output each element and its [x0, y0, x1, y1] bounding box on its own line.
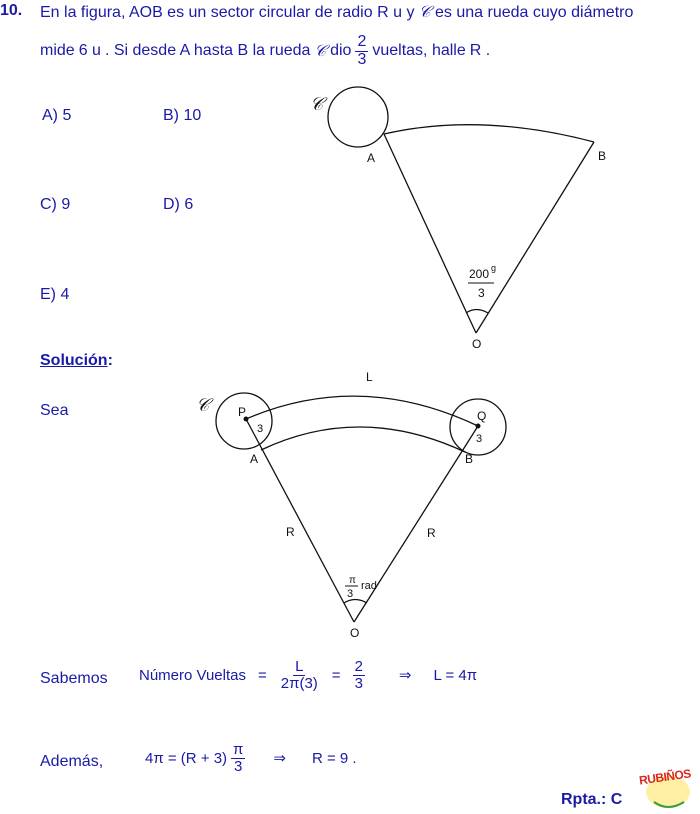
angle-arc: [466, 310, 488, 314]
problem-text: mide: [40, 42, 75, 60]
ratio-fraction: [353, 659, 365, 692]
point-Q-label: Q: [477, 409, 487, 423]
logo-text: RUBIÑOS: [638, 766, 692, 788]
radius-3-right: 3: [476, 433, 483, 445]
point-A-label: A: [367, 151, 376, 165]
sector-figure-1: [300, 82, 630, 352]
radius-symbol: R .: [469, 42, 491, 60]
point-B-label: B: [465, 452, 474, 466]
option-a: A) 5: [42, 107, 72, 124]
problem-text: . Si desde A hasta B la rueda: [104, 42, 311, 60]
fraction-numerator: π: [233, 741, 244, 758]
diameter-value: 6 u: [78, 42, 101, 60]
equation-1-result: L = 4π: [433, 666, 478, 684]
sea-label: Sea: [40, 402, 69, 419]
turns-name: Número Vueltas: [139, 666, 246, 684]
problem-line-2: [40, 34, 490, 69]
sector-arc: [384, 125, 594, 142]
angle-unit: rad: [361, 580, 377, 592]
outer-arc: [246, 396, 478, 426]
fraction-numerator: 2: [357, 33, 367, 50]
answer: Rpta.: C: [561, 791, 623, 808]
radius-R-right: R: [427, 526, 436, 540]
problem-text: En la figura, AOB es un sector circular de radio: [40, 4, 373, 21]
wheel-symbol: 𝒞: [314, 41, 327, 61]
equals-sign: =: [331, 666, 341, 684]
pi-over-3-fraction: [231, 742, 245, 775]
option-d: D) 6: [163, 196, 194, 213]
equation-1-lead: Sabemos: [40, 670, 108, 687]
wheel-circle: [328, 87, 388, 147]
equals-sign: =: [258, 666, 267, 684]
equation-2-lead: Además,: [40, 753, 104, 770]
option-e: E) 4: [40, 286, 70, 303]
radius-symbol: R: [377, 4, 389, 21]
radius-R-left: R: [286, 525, 295, 539]
fraction-denominator: 2π(3): [280, 674, 318, 692]
implies-sign: ⇒: [273, 750, 286, 768]
equation-1: [139, 659, 477, 692]
radius-3-left: 3: [257, 423, 264, 435]
point-B-label: B: [598, 149, 607, 163]
fraction-denominator: 3: [234, 757, 243, 775]
turns-fraction: [355, 34, 368, 69]
turns-fraction: [279, 659, 320, 692]
angle-denominator: 3: [478, 286, 485, 300]
option-b: B) 10: [163, 107, 202, 124]
unit-symbol: u: [393, 4, 402, 21]
point-P-label: P: [238, 405, 247, 419]
radius-OA: [384, 134, 476, 333]
solution-heading: [40, 352, 113, 370]
implies-sign: ⇒: [398, 667, 412, 685]
inner-arc: [261, 427, 465, 452]
equation-2: [145, 742, 357, 775]
problem-line-1: [40, 2, 633, 22]
angle-arc: [344, 600, 367, 604]
solution-colon: :: [107, 352, 113, 369]
fraction-numerator: L: [295, 658, 304, 675]
conjunction: y: [406, 4, 415, 21]
point-O-label: O: [472, 337, 482, 351]
arc-length-label: L: [366, 370, 373, 384]
angle-superscript: g: [491, 263, 497, 273]
problem-text: dio: [330, 42, 352, 60]
angle-numerator: 200: [469, 267, 490, 281]
wheel-circle-P: [216, 393, 272, 449]
problem-text: es una rueda cuyo diámetro: [435, 4, 634, 21]
wheel-symbol: 𝒞: [418, 2, 431, 21]
point-O-label: O: [350, 626, 360, 640]
equation-2-lhs: 4π = (R + 3): [145, 749, 228, 767]
angle-denominator: 3: [347, 588, 354, 600]
wheel-label: 𝒞: [196, 395, 210, 416]
radius-OB: [476, 142, 594, 333]
radius-OB: [354, 426, 478, 622]
point-A-label: A: [250, 452, 259, 466]
fraction-denominator: 3: [354, 674, 363, 692]
rubinos-logo: [636, 758, 698, 814]
fraction-denominator: 3: [357, 50, 367, 68]
problem-number: 10.: [0, 2, 23, 19]
fraction-numerator: 2: [354, 658, 363, 675]
problem-text: vueltas, halle: [372, 42, 466, 60]
radius-OA: [246, 419, 354, 622]
option-c: C) 9: [40, 196, 71, 213]
wheel-label: 𝒞: [310, 94, 324, 115]
angle-numerator: π: [349, 575, 356, 586]
equation-2-result: R = 9 .: [311, 749, 357, 767]
sector-figure-2: [190, 365, 520, 645]
solution-title: Solución: [40, 352, 108, 369]
